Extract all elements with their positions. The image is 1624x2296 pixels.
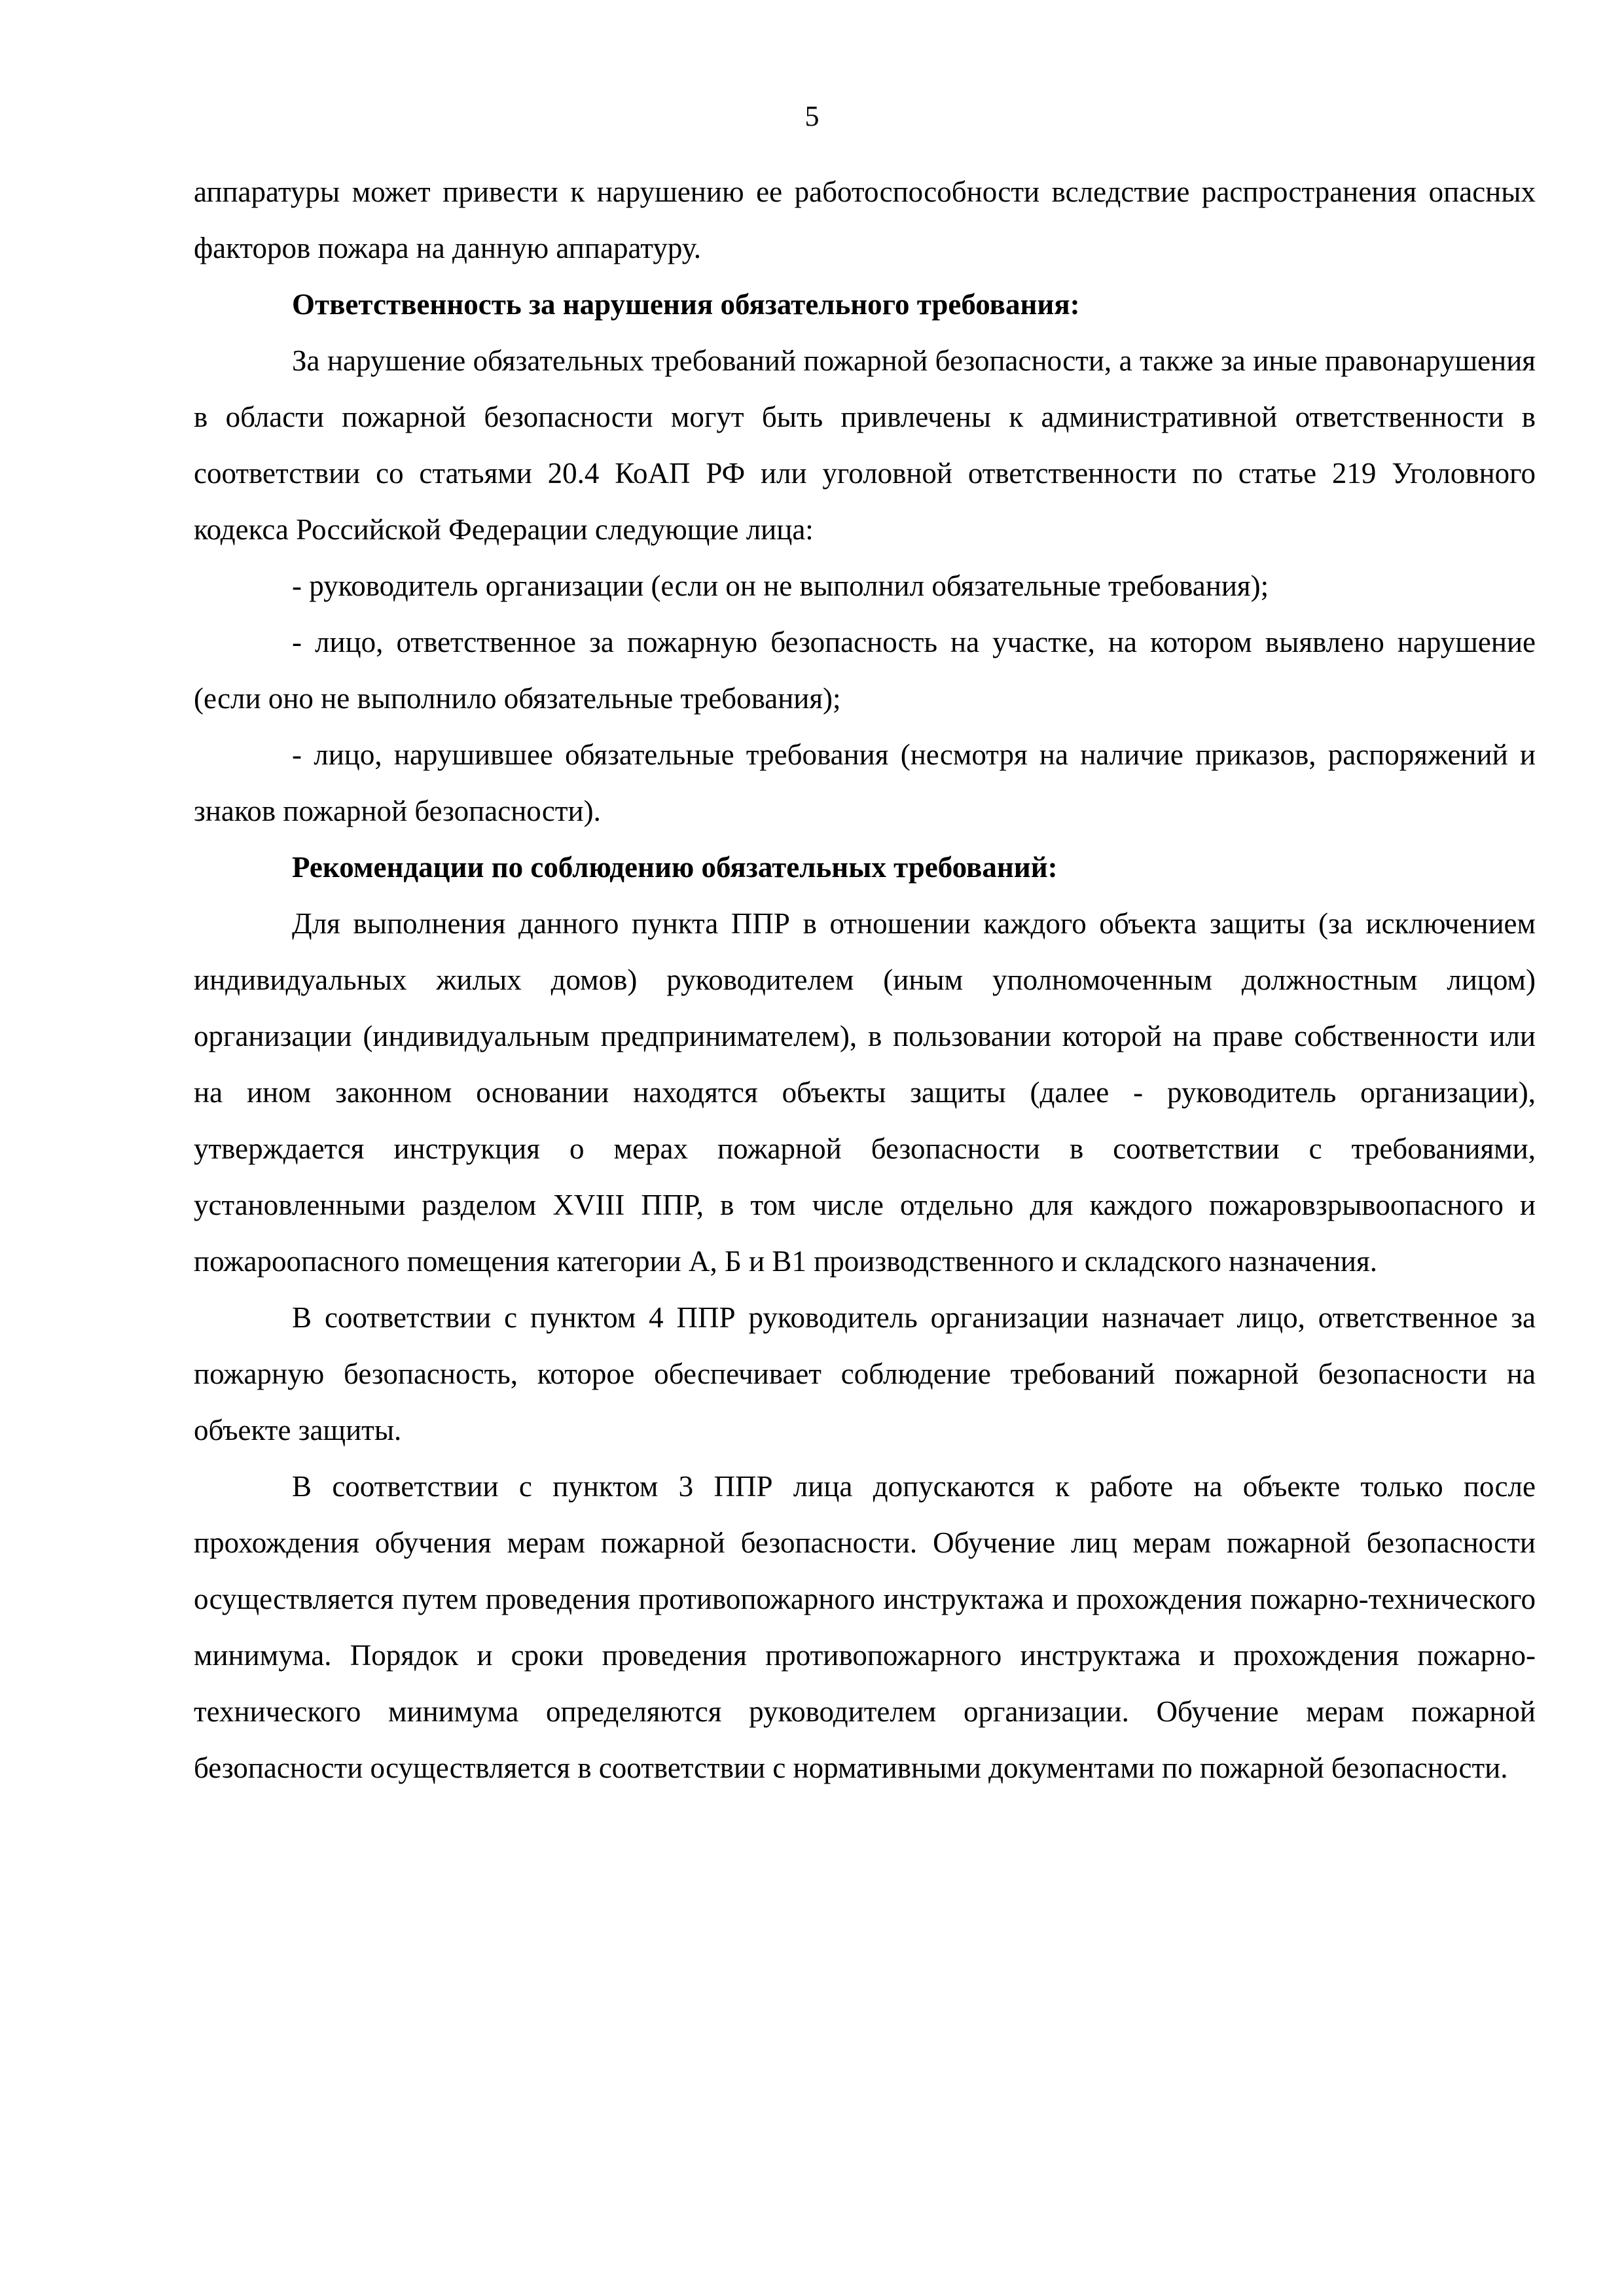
- section-heading-responsibility: Ответственность за нарушения обязательного требования:: [292, 288, 1080, 321]
- paragraph-continuation: аппаратуры может привести к нарушению ее работоспособности вследствие распространения опасных факторов пожара на данную аппаратуру.: [194, 175, 1536, 264]
- paragraph-instruction: Для выполнения данного пункта ППР в отношении каждого объекта защиты (за исключением индивидуальных жилых домов) руководителем (иным уполномоченным должностным лицом) организации (индивидуальным предпринимателем), в пользовании которой на праве собственности или на ином законном основании находятся объекты защиты (далее - руководитель организации), утверждается инструкция о мерах пожарной безопасности в соответствии с требованиями, установленными разделом XVIII ППР, в том числе отдельно для каждого пожаровзрывоопасного и пожароопасного помещения категории А, Б и В1 производственного и складского назначения.: [194, 907, 1536, 1278]
- list-item-violator: - лицо, нарушившее обязательные требования (несмотря на наличие приказов, распоряжений и знаков пожарной безопасности).: [194, 738, 1536, 827]
- paragraph-responsibility: За нарушение обязательных требований пожарной безопасности, а также за иные правонарушения в области пожарной безопасности могут быть привлечены к административной ответственности в соответствии со статьями 20.4 КоАП РФ или уголовной ответственности по статье 219 Уголовного кодекса Российской Федерации следующие лица:: [194, 344, 1536, 546]
- document-body: [194, 164, 1536, 1796]
- list-item-head-of-organization: - руководитель организации (если он не выполнил обязательные требования);: [292, 569, 1269, 602]
- section-heading-recommendations: Рекомендации по соблюдению обязательных требований:: [292, 851, 1058, 884]
- paragraph-training: В соответствии с пунктом 3 ППР лица допускаются к работе на объекте только после прохождения обучения мерам пожарной безопасности. Обучение лиц мерам пожарной безопасности осуществляется путем проведения противопожарного инструктажа и прохождения пожарно-технического минимума. Порядок и сроки проведения противопожарного инструктажа и прохождения пожарно-технического минимума определяются руководителем организации. Обучение мерам пожарной безопасности осуществляется в соответствии с нормативными документами по пожарной безопасности.: [194, 1470, 1536, 1784]
- list-item-responsible-person: - лицо, ответственное за пожарную безопасность на участке, на котором выявлено нарушение (если оно не выполнило обязательные требования);: [194, 626, 1536, 715]
- page-number: 5: [804, 100, 820, 132]
- paragraph-responsible-appointment: В соответствии с пунктом 4 ППР руководитель организации назначает лицо, ответственное за пожарную безопасность, которое обеспечивает соблюдение требований пожарной безопасности на объекте защиты.: [194, 1301, 1536, 1446]
